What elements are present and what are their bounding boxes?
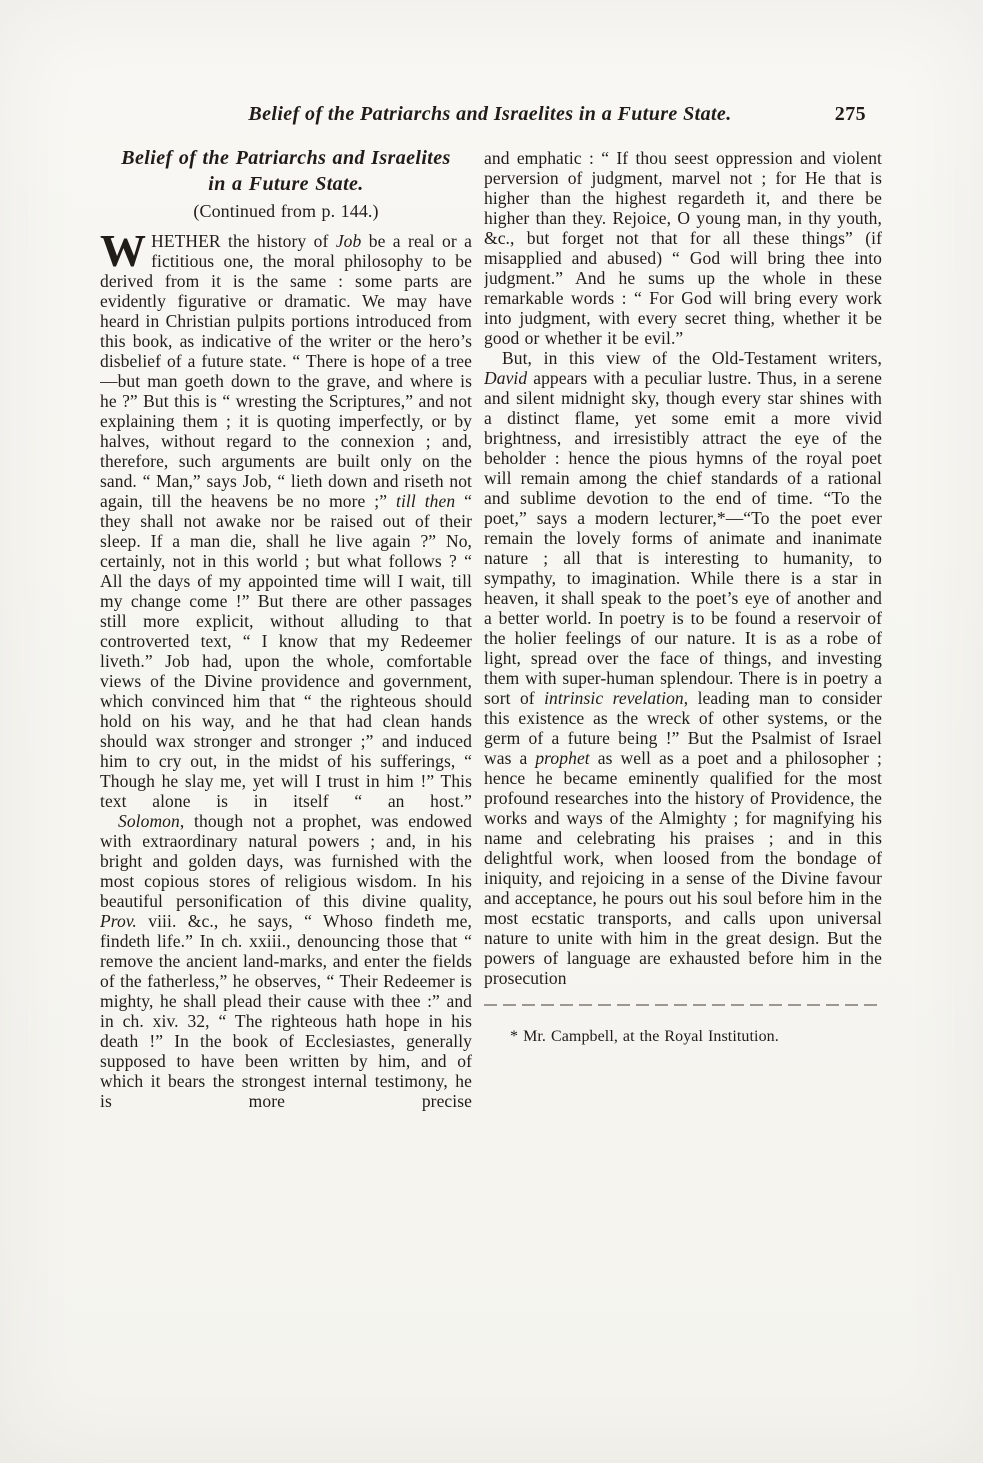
article-title (100, 145, 472, 197)
paragraph-whether-job (100, 225, 472, 811)
footnote-text: Mr. Campbell, at the Royal Institution. (523, 1028, 779, 1045)
left-column (100, 145, 472, 1395)
paragraph-text: But, in this view of the Old-Testament writers, David appears with a peculiar lustre. Thus, in a serene and silent midnight sky, though every star shines with a distinct flame, yet some emit a more vivid brightness, and irresistibly attract the eye of the beholder : hence the pious hymns of the royal poet will remain among the chief standards of a rational and sublime devotion to the end of time. “To the poet,” says a modern lecturer,*—“To the poet ever remain the lovely forms of animate and inanimate nature ; all that is interesting to humanity, to sympathy, to imagination. While there is a star in heaven, it shall speak to the poet’s eye of another and a better world. In poetry is to be found a reservoir of the holier feelings of our nature. It is as a robe of light, spread over the face of things, and investing them with super-human splendour. There is in poetry a sort of intrinsic revelation, leading man to consider this existence as the wreck of other systems, or the germ of a future being !” But the Psalmist of Israel was a prophet as well as a poet and a philosopher ; hence he became eminently qualified for the most profound researches into the history of Providence, the works and ways of the Almighty ; for magnifying his name and celebrating his praises ; and in this delightful work, when loosed from the bondage of iniquity, and rejoicing in a sense of the Divine favour and acceptance, he pours out his soul before him in the most ecstatic transports, and calls upon universal nature to unite with him in the great design. But the powers of language are exhausted before him in the prosecution (484, 348, 882, 988)
article-title-line1: Belief of the Patriarchs and Israelites (121, 147, 451, 169)
article-title-line2: in a Future State. (208, 173, 364, 195)
footnote-rule (484, 1004, 882, 1006)
running-head-title: Belief of the Patriarchs and Israelites in a Future State. (248, 103, 732, 125)
paragraph-text: and emphatic : “ If thou seest oppression and violent perversion of judgment, marvel not ; for He that is higher than the highest regardeth it, and there be higher than they. Rejoice, O young man, in thy youth, &c., but forget not that for all these things” (if misapplied and abused) “ God will bring thee into judgment.” And he sums up the whole in these remarkable words : “ For God will bring every work into judgment, with every secret thing, whether it be good or whether it be evil.” (484, 148, 882, 348)
footnote (484, 1026, 882, 1047)
right-column (484, 148, 882, 1408)
paragraph-text: Solomon, though not a prophet, was endowed with extraordinary natural powers ; and, in his bright and golden days, was furnished with the most copious stores of religious wisdom. In his beautiful personification of this divine quality, Prov. viii. &c., he says, “ Whoso findeth me, findeth life.” In ch. xxiii., denouncing those that “ remove the ancient land-marks, and enter the fields of the fatherless,” he observes, “ Their Redeemer is mighty, he shall plead their cause with thee :” and in ch. xiv. 32, “ The righteous hath hope in his death !” In the book of Ecclesiastes, generally supposed to have been written by him, and of which it bears the strongest internal testimony, he is more precise (100, 811, 472, 1111)
continued-note: (Continued from p. 144.) (193, 201, 379, 221)
paragraph-and-emphatic (484, 148, 882, 348)
footnote-marker: * (510, 1028, 519, 1045)
dropcap-letter: W (100, 225, 147, 276)
paragraph-solomon (100, 811, 472, 1111)
paragraph-david (484, 348, 882, 988)
running-head (100, 103, 880, 126)
page-number: 275 (834, 103, 866, 125)
paragraph-text: HETHER the history of Job be a real or a fictitious one, the moral philosophy to be derived from it is the same : some parts are evidently figurative or dramatic. We may have heard in Christian pulpits portions introduced from this book, as indicative of the writer or the hero’s disbelief of a future state. “ There is hope of a tree—but man goeth down to the grave, and where is he ?” But this is “ wresting the Scriptures,” and not explaining them ; it is quoting imperfectly, or by halves, without regard to the connexion ; and, therefore, such arguments are built only on the sand. “ Man,” says Job, “ lieth down and riseth not again, till the heavens be no more ;” till then “ they shall not awake nor be raised out of their sleep. If a man die, shall he live again ?” No, certainly, not in this world ; but what follows ? “ All the days of my appointed time will I wait, till my change come !” But there are other passages still more explicit, without alluding to that controverted text, “ I know that my Redeemer liveth.” Job had, upon the whole, comfortable views of the Divine providence and government, which convinced him that “ the righteous should hold on his way, and he that had clean hands should wax stronger and stronger ;” and induced him to cry out, in the midst of his sufferings, “ Though he slay me, yet will I trust in him !” This text alone is in itself “ an host.” (100, 231, 472, 811)
